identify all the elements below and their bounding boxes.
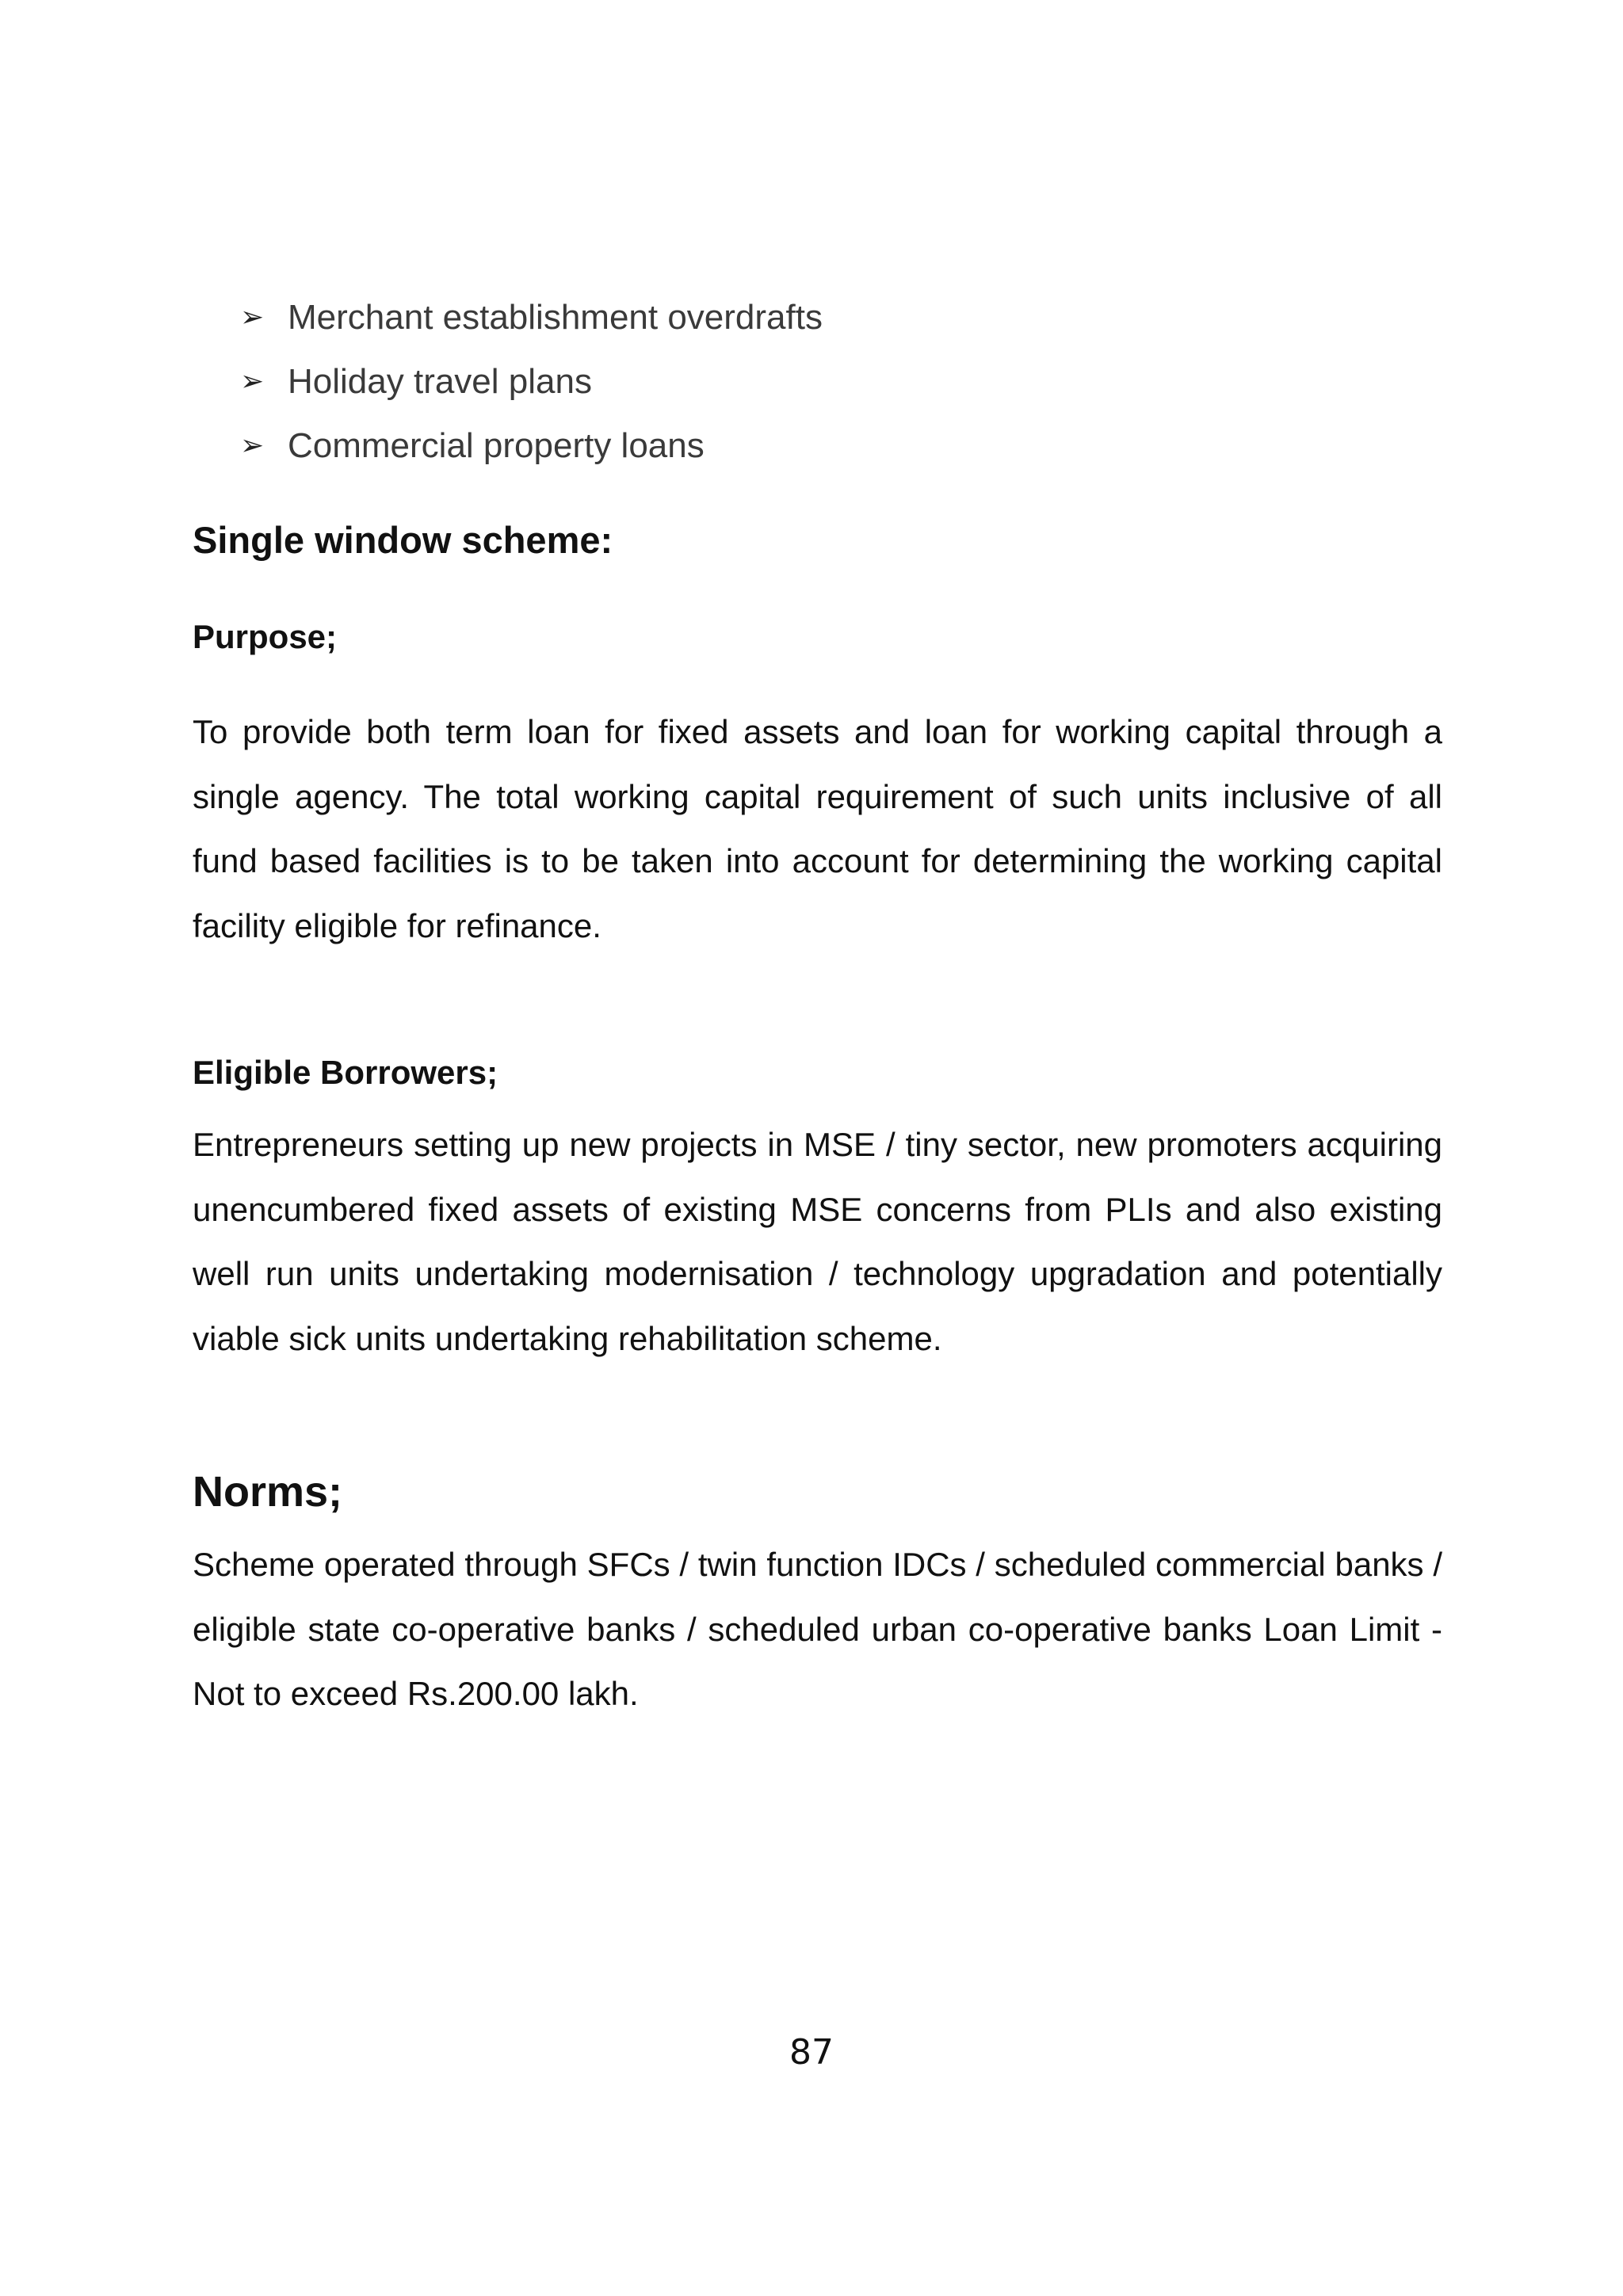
bullet-text: Holiday travel plans	[288, 362, 592, 401]
bullet-text: Merchant establishment overdrafts	[288, 298, 823, 337]
arrowhead-bullet-icon: ➢	[240, 365, 265, 398]
list-item	[240, 349, 823, 414]
norms-paragraph: Scheme operated through SFCs / twin function IDCs / scheduled commercial banks / eligible state co-operative banks / scheduled urban co-operative banks Loan Limit - Not to exceed Rs.200.00 lakh.	[193, 1546, 1442, 1712]
purpose-heading: Purpose;	[193, 618, 338, 655]
list-item	[240, 414, 823, 478]
arrowhead-bullet-icon: ➢	[240, 301, 265, 334]
bullet-text: Commercial property loans	[288, 426, 705, 465]
bullet-list	[240, 285, 823, 478]
section-title: Single window scheme:	[193, 519, 613, 561]
page-number: 87	[789, 2032, 834, 2073]
eligible-borrowers-heading: Eligible Borrowers;	[193, 1054, 498, 1091]
norms-heading: Norms;	[193, 1468, 343, 1516]
list-item	[240, 285, 823, 349]
eligible-borrowers-paragraph: Entrepreneurs setting up new projects in MSE / tiny sector, new promoters acquiring unencumbered fixed assets of existing MSE concerns from PLIs and also existing well run units undertaking modernisation / technology upgradation and potentially viable sick units undertaking rehabilitation scheme.	[193, 1126, 1442, 1357]
arrowhead-bullet-icon: ➢	[240, 429, 265, 462]
purpose-paragraph: To provide both term loan for fixed assets and loan for working capital through a single agency. The total working capital requirement of such units inclusive of all fund based facilities is to be taken into account for determining the working capital facility eligible for refinance.	[193, 713, 1442, 944]
